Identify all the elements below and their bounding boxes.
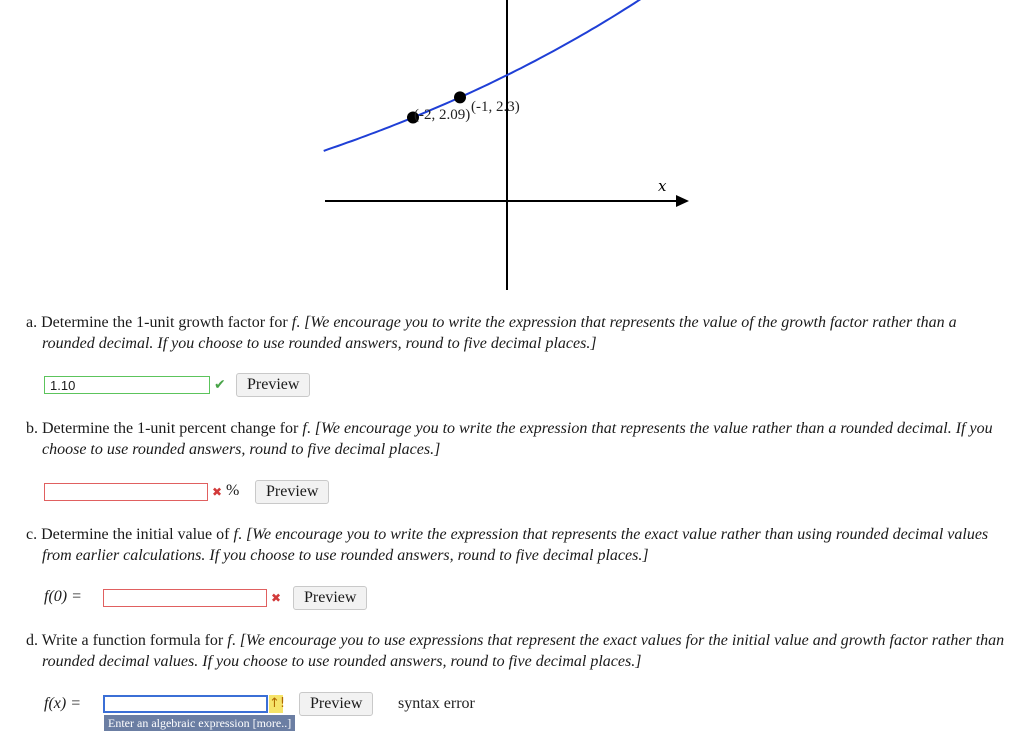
question-a-fn: f bbox=[291, 314, 297, 331]
question-d: d. Write a function formula for f. [We encourage you to use expressions that represent the exact values for the initial value and growth factor rather than rounded decimal values. If you choose to use rounded answers, round to five decimal places.] bbox=[26, 632, 1005, 670]
cross-icon: ✖ bbox=[212, 485, 223, 499]
answer-c-input[interactable] bbox=[103, 589, 267, 607]
warning-icon: ↑! bbox=[269, 696, 286, 711]
question-b-text: Determine the 1-unit percent change for bbox=[42, 420, 299, 437]
f0-label: f(0) = bbox=[44, 588, 82, 605]
percent-unit: % bbox=[226, 482, 240, 499]
x-axis-label: x bbox=[658, 177, 667, 195]
input-hint-tooltip[interactable]: Enter an algebraic expression [more..] bbox=[104, 715, 295, 731]
question-c: c. Determine the initial value of f. [We encourage you to write the expression that represents the exact value rather than using rounded decimal values from earlier calculations. If you choose to use rounded answers, round to five decimal places.] bbox=[26, 526, 989, 564]
function-graph bbox=[0, 0, 1024, 300]
cross-icon: ✖ bbox=[271, 591, 282, 605]
answer-d-input[interactable] bbox=[103, 695, 268, 713]
graph-point-2[interactable] bbox=[454, 91, 466, 103]
answer-b-input[interactable] bbox=[44, 483, 208, 501]
x-axis-arrow bbox=[676, 195, 689, 207]
question-b-note: [We encourage you to write the expression that represents the value rather than a rounded decimal. If you choose to use rounded answers, round to five decimal places.] bbox=[42, 420, 993, 458]
question-c-note: [We encourage you to write the expression that represents the exact value rather than using rounded decimal values from earlier calculations. If you choose to use rounded answers, round to five decimal places.] bbox=[42, 526, 989, 564]
check-icon: ✔ bbox=[214, 377, 226, 393]
preview-button-a[interactable]: Preview bbox=[236, 373, 310, 397]
question-d-letter: d. bbox=[26, 632, 38, 649]
question-b-letter: b. bbox=[26, 420, 38, 437]
syntax-error-status: syntax error bbox=[398, 695, 475, 712]
question-a: a. Determine the 1-unit growth factor for f. [We encourage you to write the expression that represents the value of the growth factor rather than a rounded decimal. If you choose to use rounded answers, round to five decimal places.] bbox=[26, 314, 957, 352]
question-a-note: [We encourage you to write the expression that represents the value of the growth factor rather than a rounded decimal. If you choose to use rounded answers, round to five decimal places.] bbox=[42, 314, 957, 352]
question-c-letter: c. bbox=[26, 526, 38, 543]
preview-button-d[interactable]: Preview bbox=[299, 692, 373, 716]
question-c-fn: f bbox=[233, 526, 238, 543]
question-b: b. Determine the 1-unit percent change for f. [We encourage you to write the expression that represents the value rather than a rounded decimal. If you choose to use rounded answers, round to five decimal places.] bbox=[26, 420, 993, 458]
preview-button-c[interactable]: Preview bbox=[293, 586, 367, 610]
answer-a-input[interactable]: 1.10 bbox=[44, 376, 210, 394]
question-b-fn: f bbox=[302, 420, 307, 437]
question-a-text: Determine the 1-unit growth factor for bbox=[41, 314, 288, 331]
point-label-2: (-1, 2.3) bbox=[471, 99, 520, 115]
point-label-1: (-2, 2.09) bbox=[414, 107, 471, 123]
question-d-note: [We encourage you to use expressions that represent the exact values for the initial value and growth factor rather than rounded decimal values. If you choose to use rounded answers, round to five decimal places.] bbox=[42, 632, 1005, 670]
question-d-text: Write a function formula for bbox=[41, 632, 224, 649]
fx-label: f(x) = bbox=[44, 695, 81, 712]
question-d-fn: f bbox=[227, 632, 232, 649]
question-a-letter: a. bbox=[26, 314, 38, 331]
question-c-text: Determine the initial value of bbox=[41, 526, 230, 543]
preview-button-b[interactable]: Preview bbox=[255, 480, 329, 504]
